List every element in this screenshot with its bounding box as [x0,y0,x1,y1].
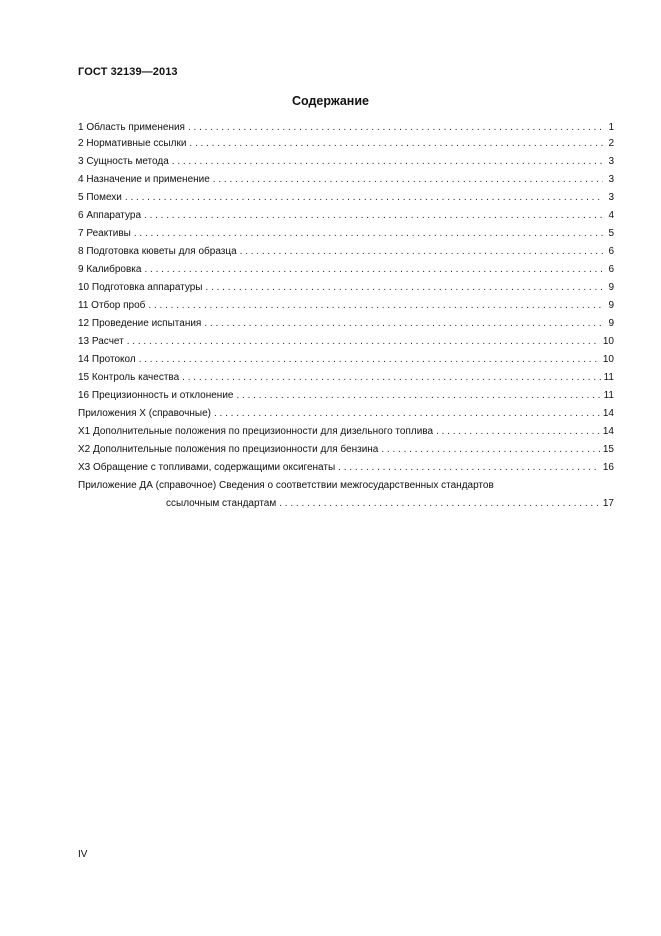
toc-entry-page: 5 [608,228,614,239]
page-folio: IV [78,849,88,860]
toc-entry-page: 2 [608,138,614,149]
dot-leader [127,333,600,351]
toc-entry-page: 15 [602,444,614,455]
toc-entry-page: 3 [608,174,614,185]
dot-leader [144,261,603,279]
toc-entry-page: 3 [608,156,614,167]
toc-entry[interactable] [78,297,614,315]
dot-leader [148,297,603,315]
toc-entry[interactable] [78,135,614,153]
toc-entry-page: 14 [602,426,614,437]
toc-entry-title: 14 Протокол [78,354,136,365]
toc-entry-title: 11 Отбор проб [78,300,146,311]
toc-entry-page: 3 [608,192,614,203]
toc-entry-page: 10 [602,336,614,347]
toc-entry-page: 10 [602,354,614,365]
toc-entry-title: Приложения Х (справочные) [78,408,211,419]
dot-leader [240,243,603,261]
toc-entry-page: 9 [608,318,614,329]
toc-entry-page: 1 [608,122,614,133]
toc-entry-title: 4 Назначение и применение [78,174,210,185]
dot-leader [214,405,600,423]
toc-entry-page: 16 [602,462,614,473]
toc-entry-title: 9 Калибровка [78,264,142,275]
toc-entry-title: 13 Расчет [78,336,124,347]
dot-leader [213,171,603,189]
toc-entry-title: 15 Контроль качества [78,372,180,383]
dot-leader [381,441,600,459]
toc-entry-title: Х2 Дополнительные положения по прецизионности для бензина [78,444,379,455]
dot-leader [139,351,600,369]
toc-entry-title-continuation: ссылочным стандартам [166,498,277,509]
toc-entry-page: 11 [603,390,614,401]
toc-entry-title: 3 Сущность метода [78,156,169,167]
page-title: Содержание [291,94,369,108]
dot-leader [236,387,600,405]
toc-entry-title: 1 Область применения [78,122,185,133]
toc-entry[interactable] [78,369,614,387]
toc-entry-page: 9 [608,282,614,293]
toc-entry-page: 14 [602,408,614,419]
toc-entry[interactable] [78,171,614,189]
toc-entry-page: 9 [608,300,614,311]
toc-entry-multiline[interactable] [78,477,614,495]
toc-entry[interactable] [78,441,614,459]
dot-leader [188,121,603,135]
toc-entry-page: 4 [608,210,614,221]
toc-entry[interactable] [78,189,614,207]
toc-entry[interactable] [78,351,614,369]
dot-leader [182,369,600,387]
toc-entry-continuation[interactable] [78,495,614,513]
toc-entry-title: 12 Проведение испытания [78,318,202,329]
toc-entry-title: 16 Прецизионность и отклонение [78,390,234,401]
dot-leader [189,135,603,153]
dot-leader [279,495,600,513]
toc-entry-title: 2 Нормативные ссылки [78,138,187,149]
toc-entry-title: 5 Помехи [78,192,122,203]
toc-entry-title: Приложение ДА (справочное) Сведения о соответствии межгосударственных стандартов [78,480,494,491]
toc-entry-title: 10 Подготовка аппаратуры [78,282,203,293]
toc-entry-title: 8 Подготовка кюветы для образца [78,246,237,257]
dot-leader [172,153,603,171]
dot-leader [206,279,604,297]
dot-leader [125,189,603,207]
toc-entry-page: 11 [603,372,614,383]
toc-entry[interactable] [78,243,614,261]
dot-leader [436,423,600,441]
document-code: ГОСТ 32139—2013 [78,66,178,78]
toc-entry-page: 6 [608,246,614,257]
toc-entry[interactable] [78,279,614,297]
toc-entry[interactable] [78,459,614,477]
toc-entry[interactable] [78,225,614,243]
toc-entry[interactable] [78,315,614,333]
table-of-contents [78,121,614,513]
toc-entry[interactable] [78,261,614,279]
toc-entry-title: 7 Реактивы [78,228,131,239]
toc-entry-title: 6 Аппаратура [78,210,142,221]
toc-entry[interactable] [78,405,614,423]
toc-entry-title: Х3 Обращение с топливами, содержащими оксигенаты [78,462,336,473]
toc-entry[interactable] [78,423,614,441]
toc-entry[interactable] [78,387,614,405]
toc-entry[interactable] [78,121,614,135]
dot-leader [134,225,603,243]
toc-entry[interactable] [78,333,614,351]
toc-entry-page: 6 [608,264,614,275]
dot-leader [144,207,603,225]
toc-entry[interactable] [78,153,614,171]
dot-leader [338,459,600,477]
toc-entry-page: 17 [602,498,614,509]
toc-entry[interactable] [78,207,614,225]
dot-leader [204,315,603,333]
toc-entry-title: Х1 Дополнительные положения по прецизионности для дизельного топлива [78,426,434,437]
